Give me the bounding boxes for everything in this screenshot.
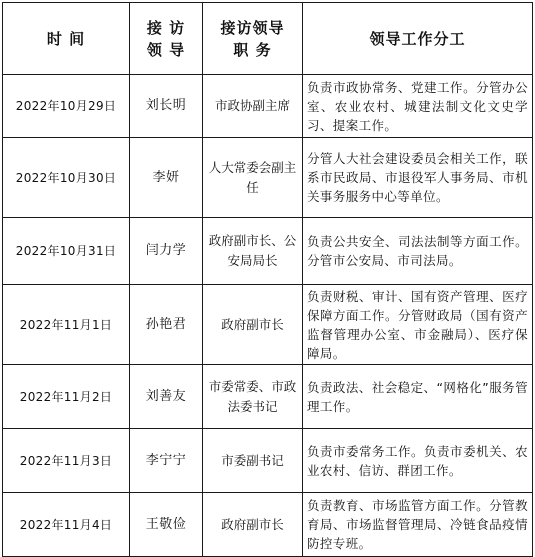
cell-time: 2022年11月2日 (3, 365, 130, 429)
header-time: 时 间 (3, 3, 130, 75)
table-row (3, 493, 533, 557)
header-leader (130, 3, 203, 75)
header-leader-line1: 接 访 (146, 18, 186, 37)
table-row (3, 138, 533, 218)
cell-post: 人大常委会副主任 (203, 138, 303, 218)
cell-duty: 负责教育、市场监管方面工作。分管教育局、市场监督管理局、冷链食品疫情防控专班。 (303, 493, 533, 557)
header-post-line2: 职 务 (233, 40, 272, 59)
cell-leader: 孙艳君 (130, 285, 203, 365)
header-leader-line2: 领 导 (146, 40, 186, 59)
cell-time: 2022年10月29日 (3, 75, 130, 138)
cell-leader: 李宁宁 (130, 429, 203, 493)
table-row (3, 75, 533, 138)
table-row (3, 429, 533, 493)
cell-duty: 负责财税、审计、国有资产管理、医疗保障方面工作。分管财政局（国有资产监督管理办公室、市金融局）、医疗保障局。 (303, 285, 533, 365)
header-post-line1: 接访领导 (220, 18, 285, 37)
cell-time: 2022年10月30日 (3, 138, 130, 218)
cell-leader: 王敬俭 (130, 493, 203, 557)
cell-duty: 负责市委常务工作。负责市委机关、农业农村、信访、群团工作。 (303, 429, 533, 493)
cell-time: 2022年10月31日 (3, 218, 130, 285)
cell-post: 政府副市长 (203, 493, 303, 557)
cell-post: 市政协副主席 (203, 75, 303, 138)
cell-post: 市委副书记 (203, 429, 303, 493)
cell-leader: 闫力学 (130, 218, 203, 285)
header-post (203, 3, 303, 75)
cell-post: 市委常委、市政法委书记 (203, 365, 303, 429)
table-row (3, 365, 533, 429)
cell-duty: 负责政法、社会稳定、“网格化”服务管理工作。 (303, 365, 533, 429)
table-row (3, 218, 533, 285)
table-row (3, 285, 533, 365)
header-duty: 领导工作分工 (303, 3, 533, 75)
cell-time: 2022年11月3日 (3, 429, 130, 493)
cell-duty: 负责市政协常务、党建工作。分管办公室、农业农村、城建法制文化文史学习、提案工作。 (303, 75, 533, 138)
reception-schedule-table (2, 2, 533, 557)
cell-leader: 刘长明 (130, 75, 203, 138)
cell-time: 2022年11月4日 (3, 493, 130, 557)
cell-time: 2022年11月1日 (3, 285, 130, 365)
cell-duty: 负责公共安全、司法法制等方面工作。分管市公安局、市司法局。 (303, 218, 533, 285)
table-header-row (3, 3, 533, 75)
cell-leader: 李妍 (130, 138, 203, 218)
cell-post: 政府副市长、公安局局长 (203, 218, 303, 285)
cell-duty: 分管人大社会建设委员会相关工作，联系市民政局、市退役军人事务局、市机关事务服务中心等单位。 (303, 138, 533, 218)
cell-post: 政府副市长 (203, 285, 303, 365)
cell-leader: 刘善友 (130, 365, 203, 429)
